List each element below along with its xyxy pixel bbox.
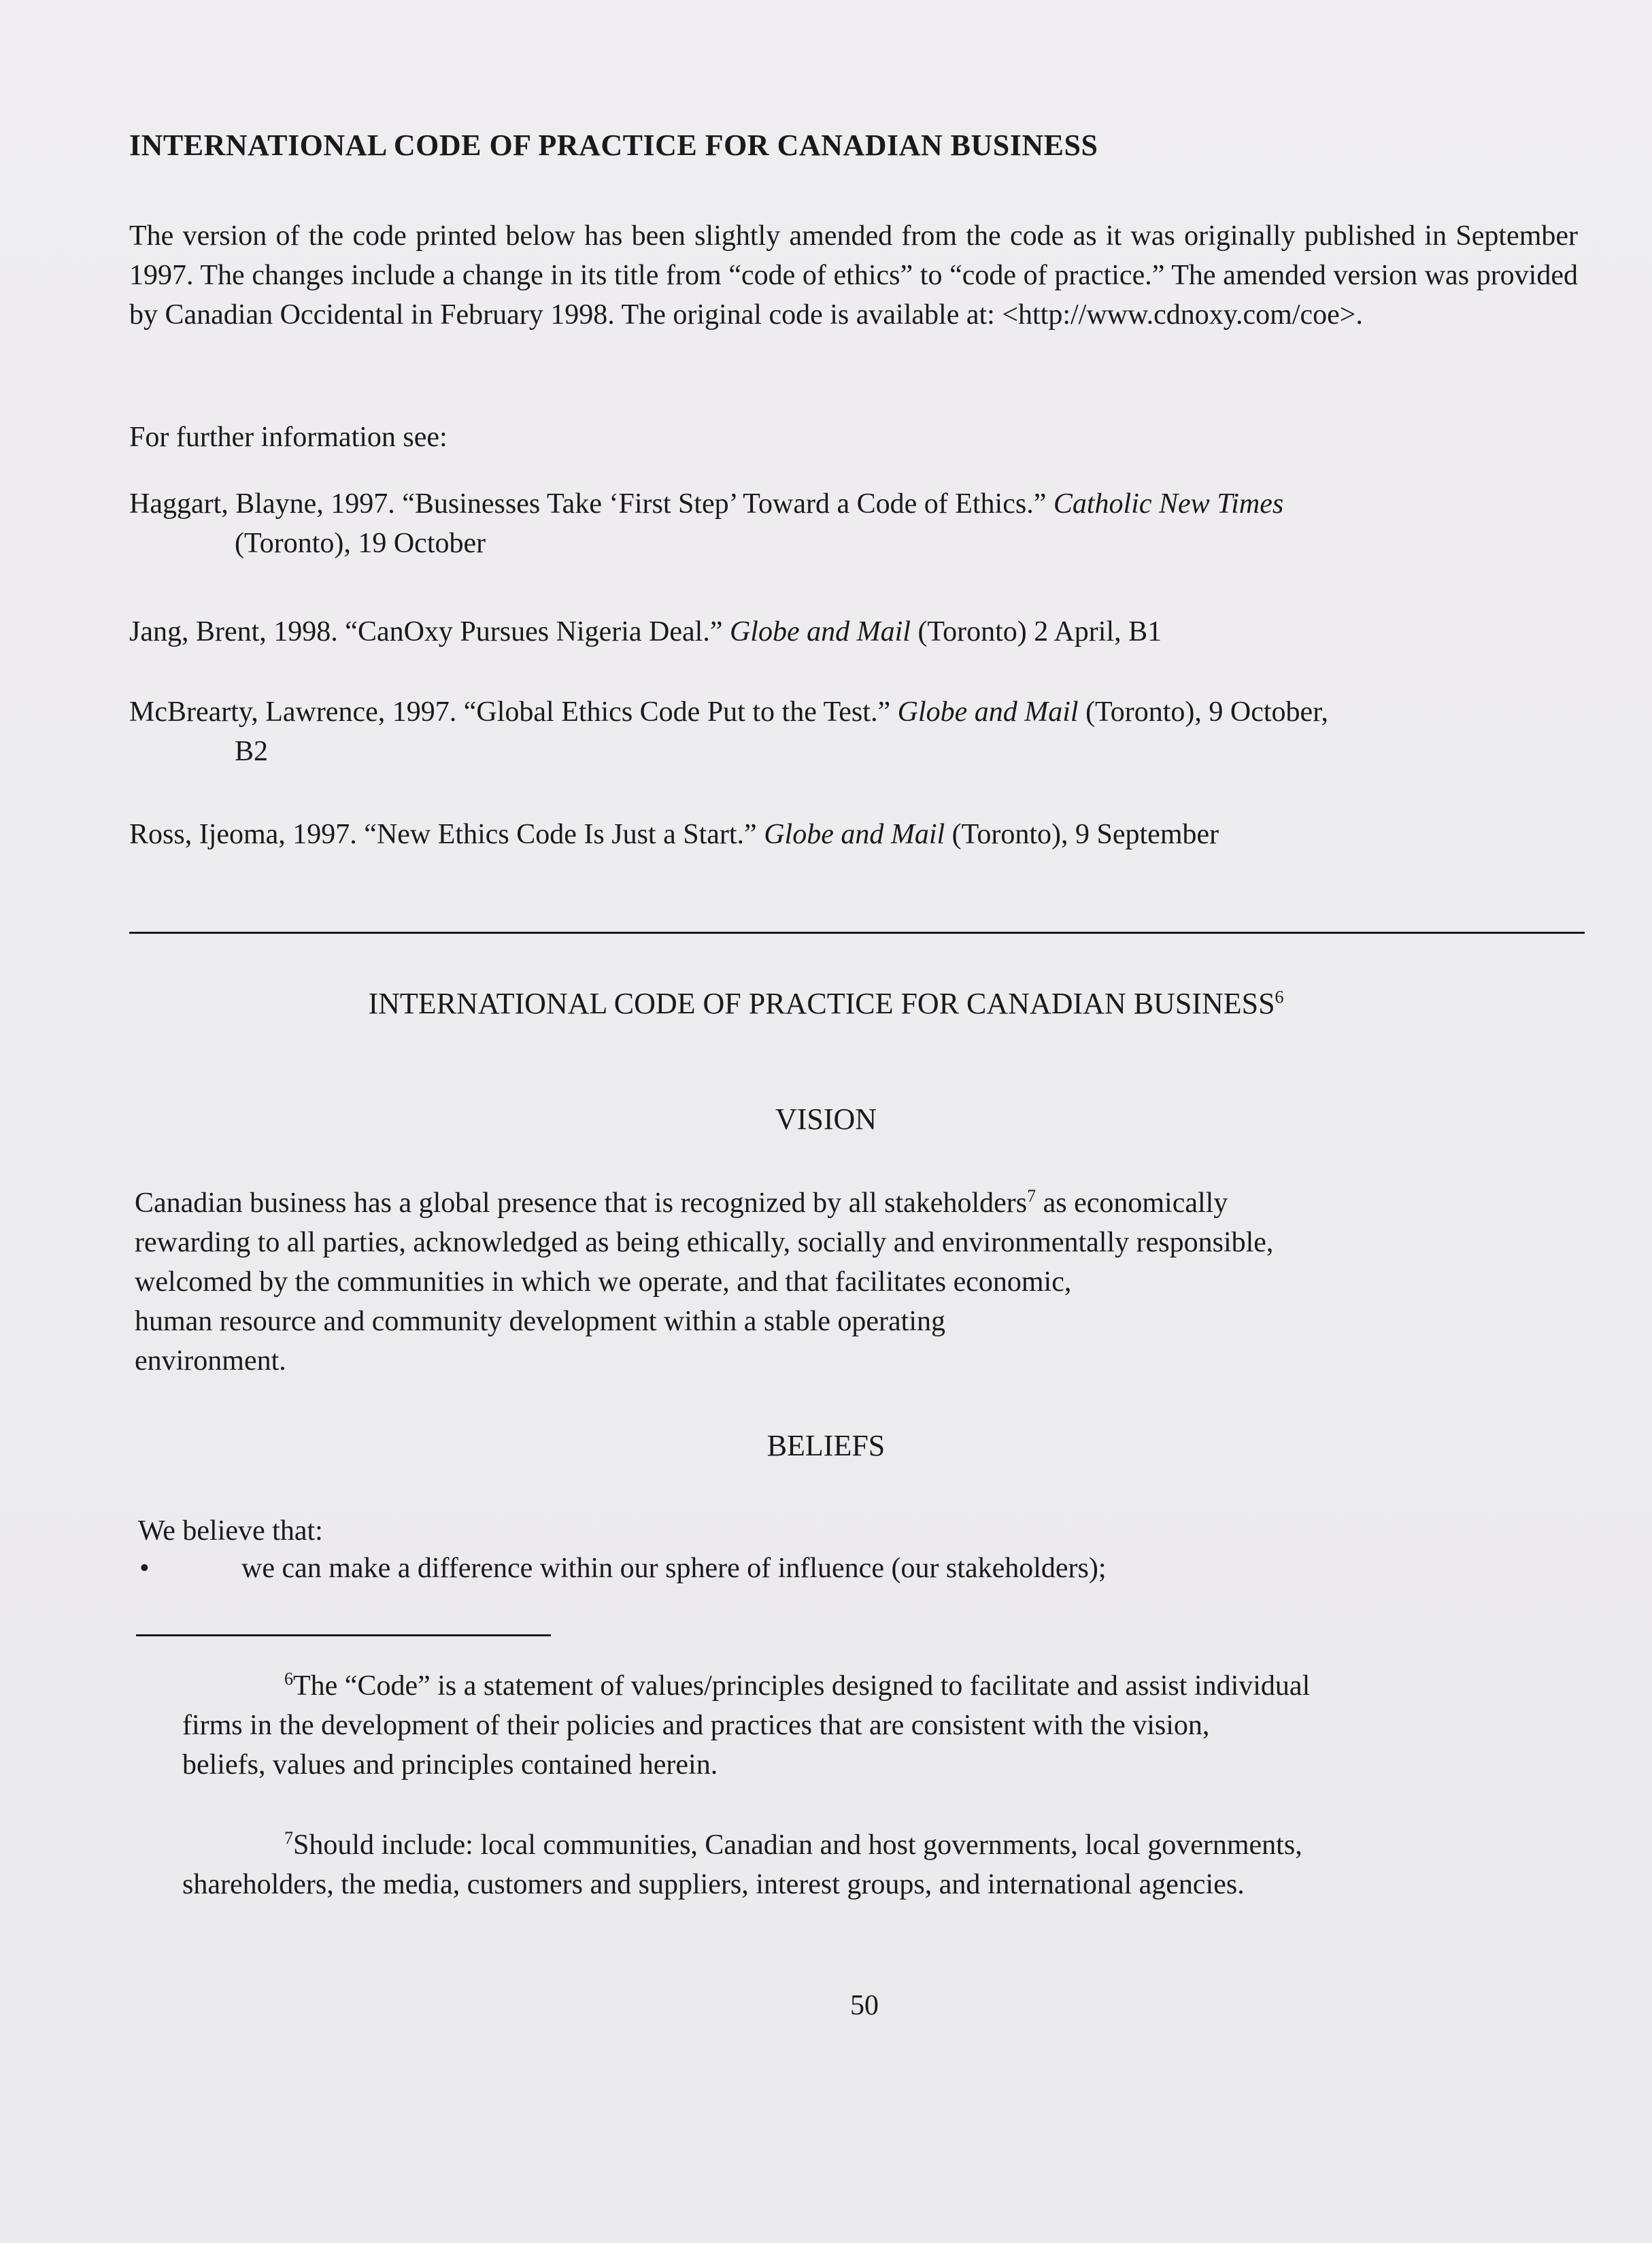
vision-line: environment. bbox=[135, 1345, 286, 1377]
footnote-6 bbox=[182, 1666, 1522, 1785]
reference-continuation: B2 bbox=[235, 736, 269, 767]
footnote-line: firms in the development of their policies and practices that are consistent with the vision, bbox=[182, 1710, 1210, 1741]
footnote-mark: 7 bbox=[284, 1828, 293, 1848]
reference-author-title: Haggart, Blayne, 1997. “Businesses Take ‘First Step’ Toward a Code of Ethics.” bbox=[129, 488, 1053, 520]
bullet-icon: • bbox=[139, 1553, 150, 1584]
footnote-line: shareholders, the media, customers and suppliers, interest groups, and international agencies. bbox=[182, 1869, 1245, 1900]
reference-source: Globe and Mail bbox=[764, 819, 945, 850]
reference-mcbrearty: McBrearty, Lawrence, 1997. “Global Ethics Code Put to the Test.” Globe and Mail (Toronto), 9 October, B2 bbox=[129, 692, 1578, 771]
page-number: 50 bbox=[850, 1990, 879, 2021]
footnote-line: beliefs, values and principles contained herein. bbox=[182, 1749, 718, 1781]
reference-author-title: Jang, Brent, 1998. “CanOxy Pursues Nigeria Deal.” bbox=[129, 616, 730, 647]
belief-bullet bbox=[139, 1552, 1107, 1585]
vision-heading: VISION bbox=[775, 1102, 877, 1136]
vision-line: welcomed by the communities in which we operate, and that facilitates economic, bbox=[135, 1266, 1072, 1298]
reference-author-title: Ross, Ijeoma, 1997. “New Ethics Code Is Just a Start.” bbox=[129, 819, 764, 850]
belief-text: we can make a difference within our sphere of influence (our stakeholders); bbox=[241, 1553, 1107, 1584]
footnote-divider bbox=[136, 1634, 551, 1636]
footnote-line: $^7$Should include: local communities, Canadian and host governments, local governments, bbox=[284, 1828, 1302, 1861]
reference-jang: Jang, Brent, 1998. “CanOxy Pursues Nigeria Deal.” Globe and Mail (Toronto) 2 April, B1 bbox=[129, 616, 1162, 647]
reference-source: Globe and Mail bbox=[729, 616, 911, 647]
vision-line: Canadian business has a global presence that is recognized by all stakeholders$^7$ as economically bbox=[135, 1186, 1228, 1219]
top-heading: INTERNATIONAL CODE OF PRACTICE FOR CANADIAN BUSINESS bbox=[129, 129, 1098, 162]
code-title: INTERNATIONAL CODE OF PRACTICE FOR CANADIAN BUSINESS$^6$ bbox=[368, 987, 1284, 1020]
reference-source: Globe and Mail bbox=[897, 696, 1079, 728]
footnote-mark: 6 bbox=[284, 1669, 293, 1689]
reference-haggart bbox=[129, 484, 1578, 563]
reference-ross: Ross, Ijeoma, 1997. “New Ethics Code Is Just a Start.” Globe and Mail (Toronto), 9 September bbox=[129, 819, 1219, 850]
section-divider bbox=[129, 932, 1585, 934]
vision-line: rewarding to all parties, acknowledged as being ethically, socially and environmentally responsible, bbox=[135, 1227, 1274, 1258]
footnote-ref-6: 6 bbox=[1275, 987, 1284, 1007]
vision-paragraph bbox=[135, 1183, 1273, 1381]
vision-line: human resource and community development within a stable operating bbox=[135, 1306, 945, 1337]
reference-continuation: (Toronto), 19 October bbox=[235, 528, 486, 559]
beliefs-heading: BELIEFS bbox=[766, 1429, 886, 1462]
footnote-7 bbox=[182, 1825, 1522, 1904]
further-info-label: For further information see: bbox=[129, 422, 448, 453]
reference-source: Catholic New Times bbox=[1053, 488, 1284, 520]
believe-intro: We believe that: bbox=[138, 1515, 323, 1547]
footnote-ref-7: 7 bbox=[1027, 1186, 1036, 1206]
footnote-line: $^6$The “Code” is a statement of values/principles designed to facilitate and assist individual bbox=[284, 1669, 1311, 1702]
intro-paragraph: The version of the code printed below has been slightly amended from the code as it was originally published in September 1997. The changes include a change in its title from “code of ethics” to “code of practice.” The amended version was provided by Canadian Occidental in February 1998. The original code is available at: <http://www.cdnoxy.com/coe>. bbox=[129, 220, 1578, 331]
reference-author-title: McBrearty, Lawrence, 1997. “Global Ethics Code Put to the Test.” bbox=[129, 696, 898, 728]
